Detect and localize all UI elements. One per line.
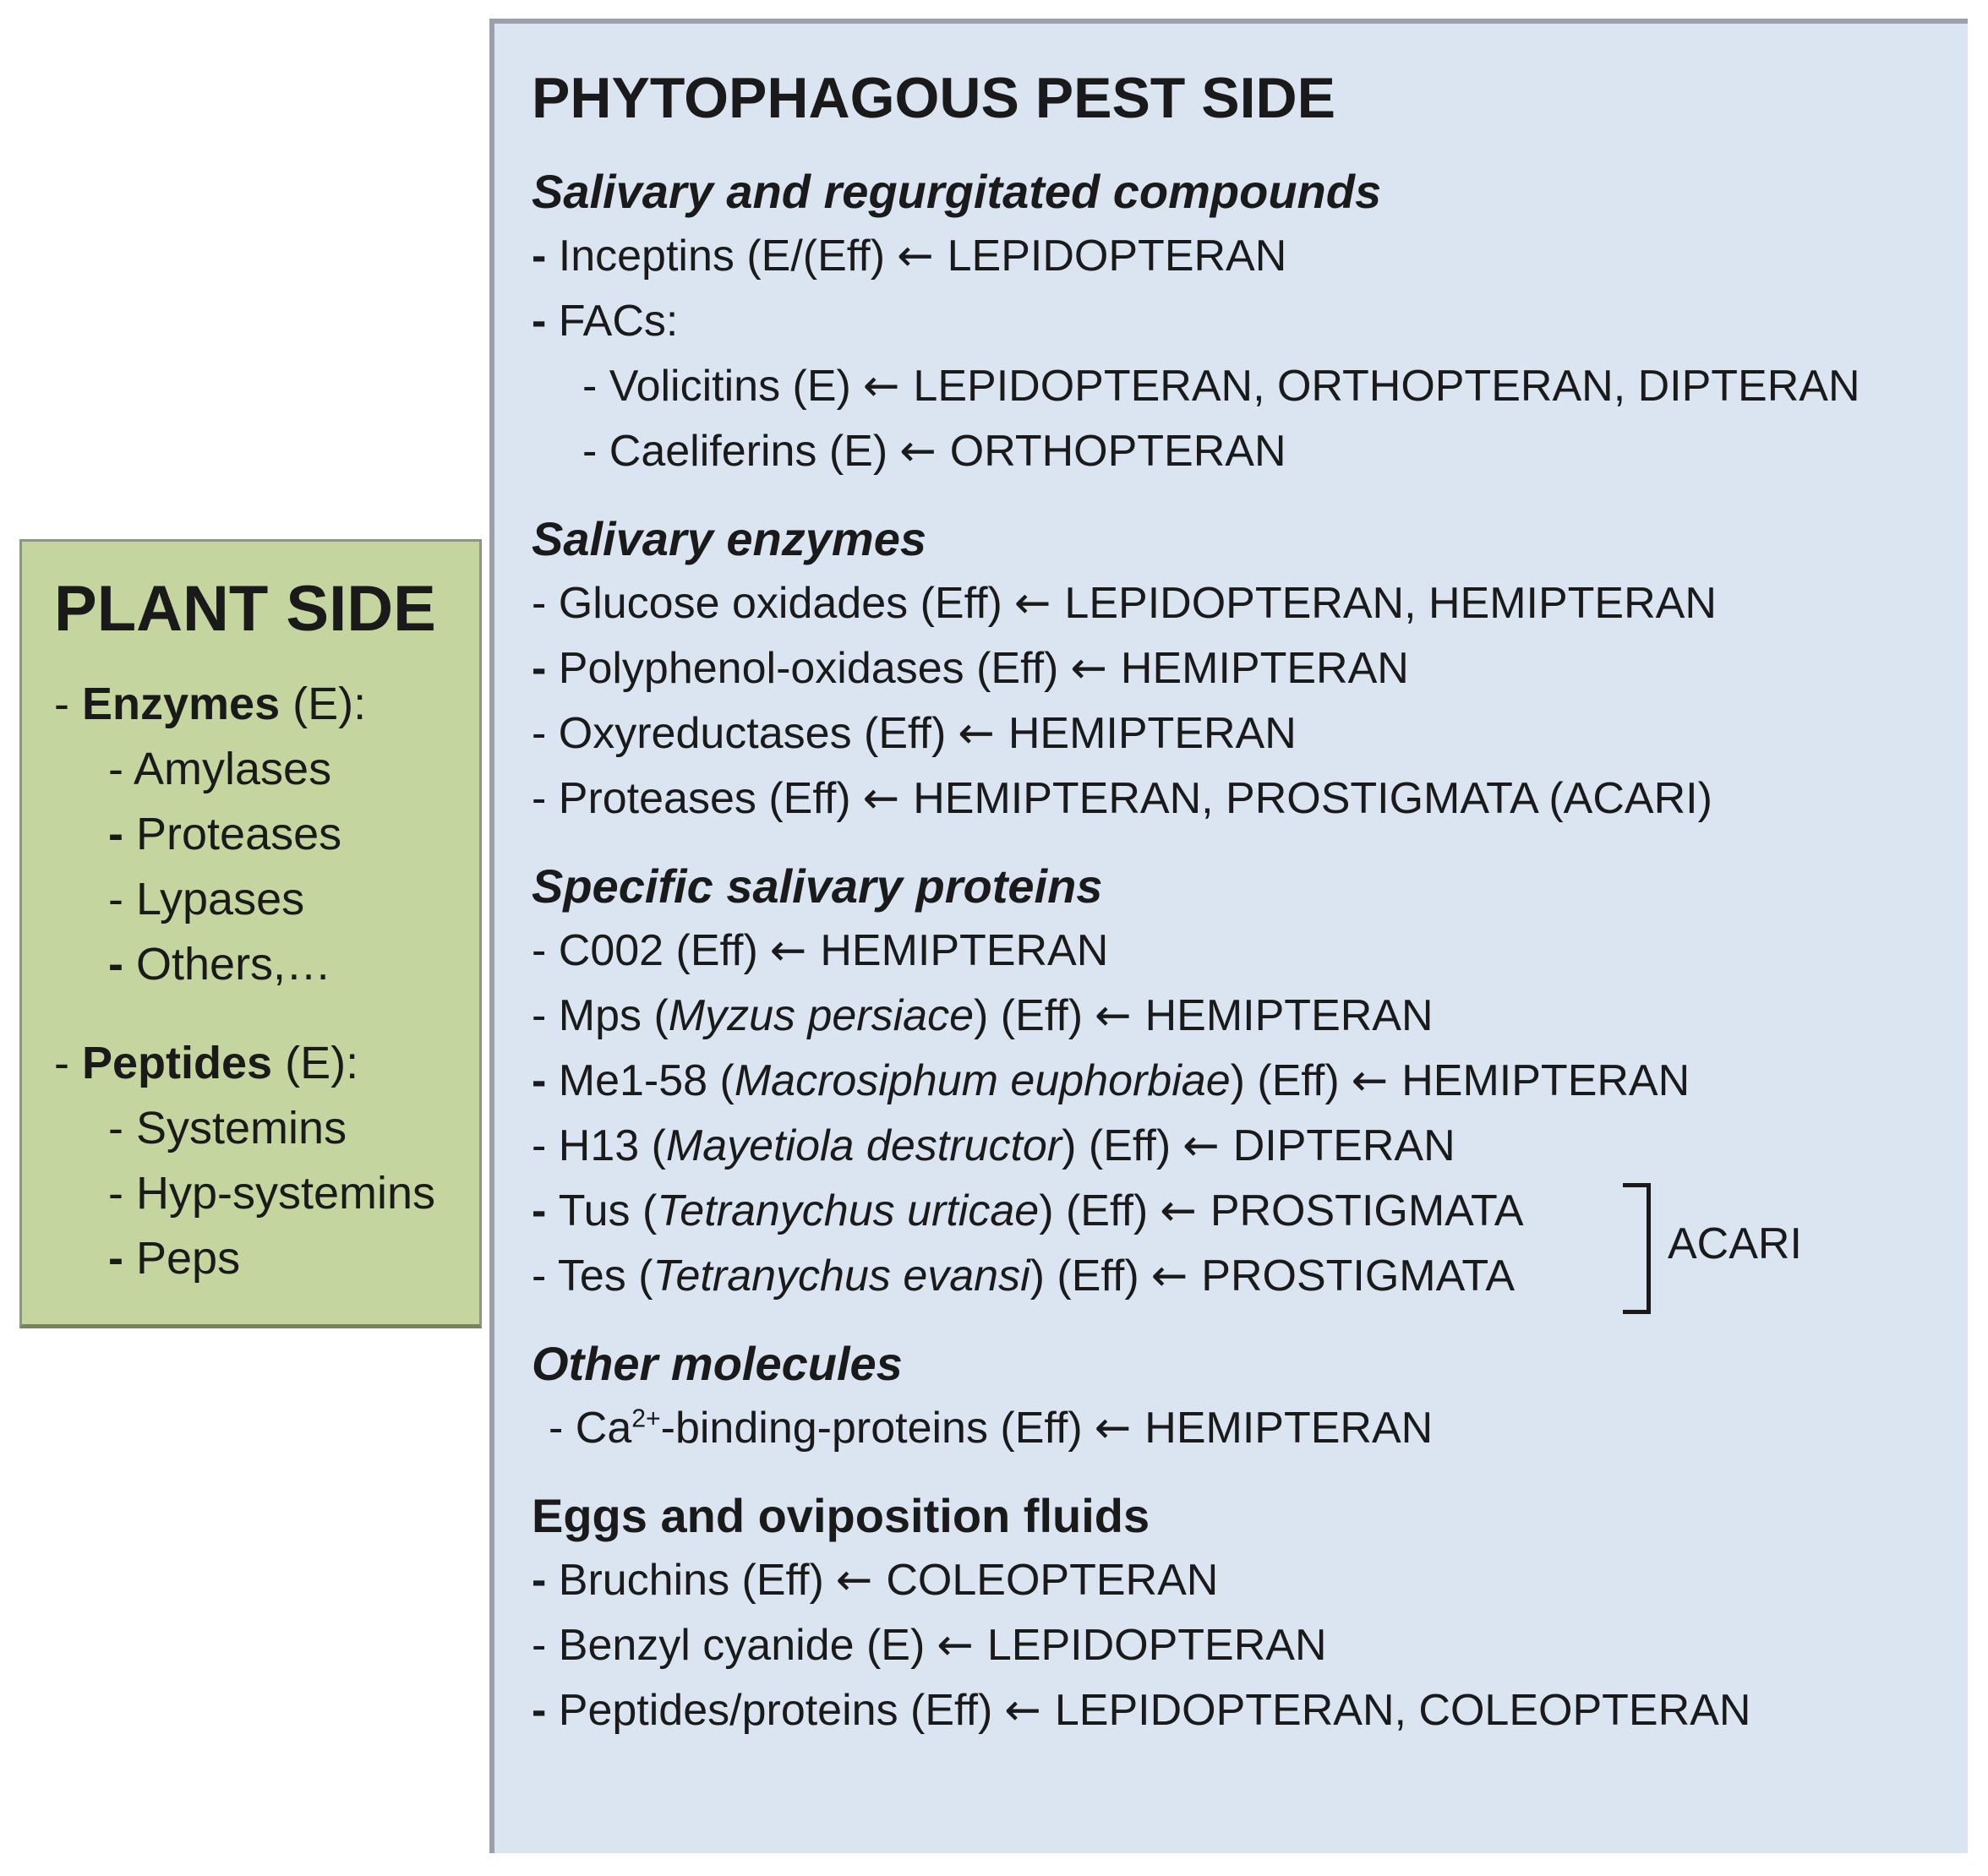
pest-sections [532,159,1968,1743]
item-text: Volicitins (E) [609,362,851,411]
list-dash: - [532,1252,558,1301]
plant-groups [54,672,479,1291]
pest-list-item [532,1049,1968,1114]
item-text: C002 (Eff) [558,926,758,975]
taxa-label: HEMIPTERAN [1008,709,1297,758]
taxa-label: LEPIDOPTERAN [947,232,1287,281]
section-heading: Salivary enzymes [532,512,926,565]
left-arrow-icon: ← [899,426,937,477]
plant-group-heading [54,1031,479,1096]
pest-section [532,506,1968,832]
list-dash: - [549,1404,576,1453]
plant-list-item [54,1226,479,1291]
acari-bracket [1623,1183,1651,1314]
left-arrow-icon: ← [1160,1186,1197,1236]
item-text: Peptides/proteins (Eff) [558,1686,993,1735]
pest-side-box [489,19,1968,1853]
plant-item-label: Systemins [136,1103,347,1153]
item-text: Tus ( [558,1186,658,1235]
left-arrow-icon: ← [1182,1121,1220,1171]
taxa-label: LEPIDOPTERAN, ORTHOPTERAN, DIPTERAN [913,362,1860,411]
taxa-label: HEMIPTERAN [1144,991,1434,1040]
section-heading: Other molecules [532,1337,903,1390]
plant-side-box [19,539,482,1328]
plant-item-label: Proteases [136,809,342,859]
list-dash: - [532,1621,559,1670]
pest-section [532,159,1968,484]
item-text: Inceptins (E/(Eff) [558,232,886,281]
pest-list-item [532,1396,1968,1461]
item-text: -binding-proteins (Eff) [660,1404,1083,1453]
pest-list-item [532,289,1968,354]
list-dash: - [532,991,559,1040]
plant-list-item [54,802,479,867]
taxa-label: PROSTIGMATA [1201,1252,1516,1301]
pest-section [532,1331,1968,1461]
left-arrow-icon: ← [1351,1055,1389,1106]
item-text: FACs: [558,297,679,346]
pest-list-item [532,766,1968,832]
taxa-label: HEMIPTERAN [820,926,1109,975]
list-dash: - [532,1556,559,1605]
plant-item-label: Hyp-systemins [136,1168,436,1219]
left-arrow-icon: ← [1095,990,1132,1041]
pest-list-item [532,1114,1968,1179]
left-arrow-icon: ← [937,1620,974,1671]
list-dash: - [108,1168,136,1219]
item-text: ) (Eff) [1030,1252,1139,1301]
plant-list-item [54,1096,479,1161]
item-text: Ca [575,1404,632,1453]
plant-item-label: Amylases [134,744,332,794]
list-dash: - [532,926,559,975]
list-dash: - [582,427,609,476]
left-arrow-icon: ← [1150,1251,1188,1301]
species-name: Tetranychus urticae [657,1186,1040,1235]
list-dash: - [108,744,134,794]
left-arrow-icon: ← [862,773,900,824]
item-text: Benzyl cyanide (E) [558,1621,926,1670]
item-text: Polyphenol-oxidases (Eff) [558,644,1059,693]
taxa-label: LEPIDOPTERAN, HEMIPTERAN [1064,579,1717,628]
acari-label: ACARI [1668,1219,1802,1268]
item-text: Me1-58 ( [558,1056,735,1105]
list-dash: - [54,1038,82,1088]
item-text: ) (Eff) [974,991,1084,1040]
pest-list-item [532,1678,1968,1743]
taxa-label: DIPTERAN [1232,1121,1456,1170]
plant-group [54,1031,479,1291]
pest-list-item [532,1613,1968,1678]
plant-list-item [54,737,479,802]
list-dash: - [532,1056,559,1105]
list-dash: - [108,1233,136,1284]
species-name: Tetranychus evansi [653,1252,1030,1301]
left-arrow-icon: ← [862,361,900,412]
list-dash: - [532,579,559,628]
item-text: ) (Eff) [1039,1186,1149,1235]
pest-list-item [532,919,1968,984]
plant-group-heading [54,672,479,737]
species-name: Macrosiphum euphorbiae [734,1056,1231,1105]
pest-list-item [532,1548,1968,1613]
species-name: Myzus persiace [668,991,974,1040]
pest-list-item [532,571,1968,636]
plant-group-suffix: (E): [272,1038,359,1088]
list-dash: - [108,809,136,859]
list-dash: - [532,1186,559,1235]
item-text: Caeliferins (E) [609,427,888,476]
taxa-label: HEMIPTERAN, PROSTIGMATA (ACARI) [913,774,1712,823]
list-dash: - [582,362,609,411]
taxa-label: LEPIDOPTERAN, COLEOPTERAN [1054,1686,1751,1735]
taxa-label: HEMIPTERAN [1401,1056,1690,1105]
list-dash: - [108,1103,136,1153]
list-dash: - [532,709,559,758]
item-text: Proteases (Eff) [558,774,851,823]
pest-list-item [532,419,1968,484]
taxa-label: PROSTIGMATA [1210,1186,1524,1235]
taxa-label: HEMIPTERAN [1144,1404,1434,1453]
left-arrow-icon: ← [1004,1685,1041,1736]
list-dash: - [532,774,559,823]
item-text: Mps ( [558,991,669,1040]
taxa-label: COLEOPTERAN [886,1556,1219,1605]
item-text: 2+ [631,1404,661,1433]
item-text: Tes ( [557,1252,653,1301]
list-dash: - [532,644,559,693]
list-dash: - [532,232,559,281]
left-arrow-icon: ← [897,231,934,281]
plant-list-item [54,867,479,932]
species-name: Mayetiola destructor [665,1121,1062,1170]
left-arrow-icon: ← [835,1555,873,1606]
pest-list-item [532,354,1968,419]
section-heading: Specific salivary proteins [532,859,1103,913]
list-dash: - [108,874,136,924]
plant-side-title: PLANT SIDE [54,573,436,645]
left-arrow-icon: ← [1013,578,1051,629]
plant-group-label: Enzymes [82,679,281,729]
taxa-label: LEPIDOPTERAN [986,1621,1327,1670]
plant-group-suffix: (E): [280,679,367,729]
taxa-label: HEMIPTERAN [1120,644,1409,693]
plant-item-label: Peps [136,1233,241,1284]
section-heading: Salivary and regurgitated compounds [532,165,1382,218]
pest-side-title: PHYTOPHAGOUS PEST SIDE [532,66,1335,130]
item-text: ) (Eff) [1230,1056,1340,1105]
item-text: H13 ( [558,1121,666,1170]
section-heading: Eggs and oviposition fluids [532,1489,1150,1542]
list-dash: - [532,1121,559,1170]
plant-list-item [54,932,479,997]
item-text: Bruchins (Eff) [558,1556,824,1605]
pest-list-item [532,636,1968,701]
list-dash: - [108,939,136,990]
plant-list-item [54,1161,479,1226]
left-arrow-icon: ← [1070,643,1107,694]
list-dash: - [532,297,559,346]
pest-list-item [532,701,1968,766]
item-text: Oxyreductases (Eff) [558,709,947,758]
item-text: Glucose oxidades (Eff) [558,579,1002,628]
plant-item-label: Lypases [136,874,305,924]
pest-list-item [532,984,1968,1049]
pest-list-item [532,224,1968,289]
left-arrow-icon: ← [958,708,995,759]
plant-group [54,672,479,997]
pest-section [532,1483,1968,1743]
left-arrow-icon: ← [769,925,807,976]
plant-item-label: Others,… [136,939,332,990]
taxa-label: ORTHOPTERAN [949,427,1286,476]
left-arrow-icon: ← [1094,1403,1132,1453]
list-dash: - [532,1686,559,1735]
list-dash: - [54,679,82,729]
item-text: ) (Eff) [1062,1121,1172,1170]
plant-group-label: Peptides [82,1038,273,1088]
